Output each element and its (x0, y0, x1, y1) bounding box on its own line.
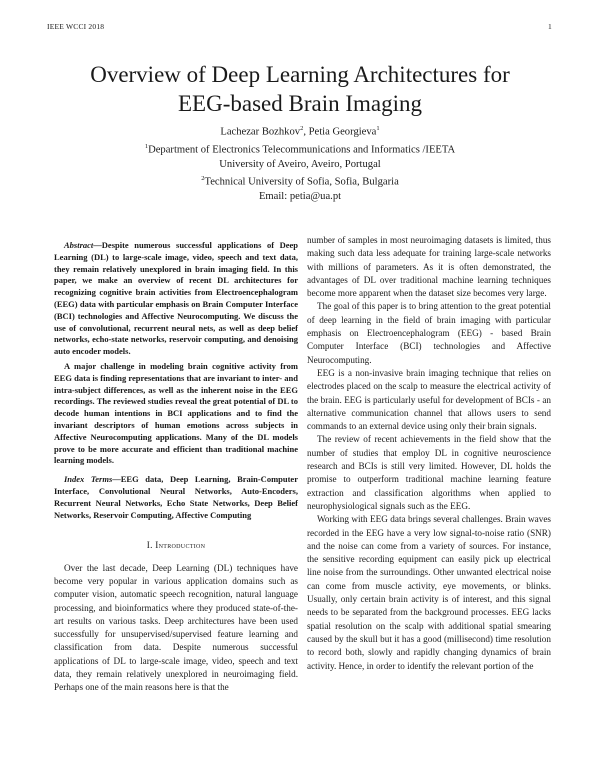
intro-paragraph-1: Over the last decade, Deep Learning (DL) techniques have become very popular in various application domains such as computer vision, automatic speech recognition, natural language processing, and bioinformatics where they produced state-of-the-art results on various tasks. Deep architectures have been used successfully for unsupervised/supervised feature learning and classification from data. Despite numerous successful applications of DL to large-scale image, video, speech and text data, they remain relatively unexplored in neuroimaging field. Perhaps one of the main reasons here is that the (54, 562, 298, 693)
running-header-venue: IEEE WCCI 2018 (47, 22, 105, 31)
abstract (54, 240, 298, 467)
affiliation-2-mark: 2 (201, 174, 205, 182)
author-block (0, 122, 600, 204)
affiliation-2 (0, 172, 600, 190)
intro-paragraph-2: The goal of this paper is to bring attention to the great potential of deep learning in the field of brain imaging with particular emphasis on Electroencephalogram (EEG) - based Brain Computer Interface (BCI) technologies and Affective Neurocomputing. (307, 301, 551, 365)
paper-title (0, 60, 600, 118)
author-1-affiliation-mark: 2 (300, 125, 304, 132)
abstract-text-1: —Despite numerous successful applications of Deep Learning (DL) to large-scale image, video, speech and text data, they remain relatively unexplored in brain imaging field. In this paper, we make an overview of recent DL architectures for recognizing cognitive brain activities from Electroencephalogram (EEG) data with particular emphasis on Brain Computer Interface (BCI) technologies and Affective Neurocomputing. We discuss the use of convolutional, recurrent neural nets, as well as deep belief networks, echo-state networks, reservoir computing, and denoising auto encoder models. (54, 240, 298, 357)
author-1: Lachezar Bozhkov (220, 126, 301, 138)
page-number: 1 (548, 22, 552, 31)
abstract-paragraph-1 (54, 240, 298, 358)
abstract-paragraph-2: A major challenge in modeling brain cognitive activity from EEG data is finding representations that are invariant to inter- and intra-subject differences, as well as the inherent noise in the EEG recordings. The reviewed studies reveal the great potential of DL to decode human intentions in BCI applications and to find the invariant descriptors of human emotions across subjects in Affective Neurocomputing applications. Many of the DL models prove to be more accurate and efficient than traditional machine learning models. (54, 360, 298, 466)
title-line-2: EEG-based Brain Imaging (178, 91, 422, 116)
intro-paragraph-continued: number of samples in most neuroimaging datasets is limited, thus making such data less adequate for training large-scale networks with millions of parameters. As it is often demonstrated, the advantages of DL over traditional machine learning techniques become more apparent when the dataset size becomes very large. (307, 235, 551, 299)
index-terms-lead: Index Terms (64, 474, 113, 485)
right-column (307, 234, 551, 673)
section-numeral: I. (146, 540, 156, 551)
index-terms (54, 474, 298, 521)
intro-paragraph-5: Working with EEG data brings several challenges. Brain waves recorded in the EEG have a very low signal-to-noise ratio (SNR) and the noise can come from a variety of sources. For instance, the sensitive recording equipment can easily pick up electrical line noise from the surroundings. Other unwanted electrical noise can come from muscle activity, eye movements, or blinks. Usually, only certain brain activity is of interest, and this signal needs to be separated from the background processes. EEG lacks spatial resolution on the scalp with additional spatial smearing caused by the skull but it has a good (millisecond) time resolution to record both, slowly and rapidly changing dynamics of brain activity. Hence, in order to identify the relevant portion of the (307, 514, 551, 671)
title-line-1: Overview of Deep Learning Architectures for (90, 62, 510, 87)
contact-email: Email: petia@ua.pt (258, 190, 342, 202)
affiliation-1-mark: 1 (144, 142, 149, 150)
index-terms-text: —EEG data, Deep Learning, Brain-Computer Interface, Convolutional Neural Networks, Auto-Encoders, Recurrent Neural Networks, Echo State Networks, Deep Belief Networks, Reservoir Computing, Affective Computing (54, 474, 298, 520)
author-2-affiliation-mark: 1 (376, 125, 380, 132)
intro-paragraph-3: EEG is a non-invasive brain imaging technique that relies on electrodes placed on the scalp to measure the electrical activity of the brain. EEG is particularly useful for development of BCIs - an alternative communication channel that allows users to send commands to an external device using only their brain signals. (307, 367, 551, 432)
affiliation-1-text: Department of Electronics Telecommunications and Informatics /IEETA (148, 144, 456, 156)
author-2: , Petia Georgieva (303, 126, 377, 138)
section-heading-introduction (54, 539, 298, 552)
section-title: Introduction (155, 540, 206, 551)
intro-paragraph-4: The review of recent achievements in the field show that the number of studies that employ DL in cognitive neuroscience research and BCIs is still very limited. However, DL holds the promise to outperform traditional machine learning feature extraction and classification algorithms when applied to neurophysiological signals such as the EEG. (307, 434, 551, 511)
affiliation-1-location: University of Aveiro, Aveiro, Portugal (219, 158, 381, 170)
author-names (0, 122, 600, 140)
left-column (54, 240, 298, 695)
abstract-lead: Abstract (64, 240, 94, 250)
affiliation-2-text: Technical University of Sofia, Sofia, Bulgaria (204, 176, 399, 188)
affiliation-1 (0, 140, 600, 158)
